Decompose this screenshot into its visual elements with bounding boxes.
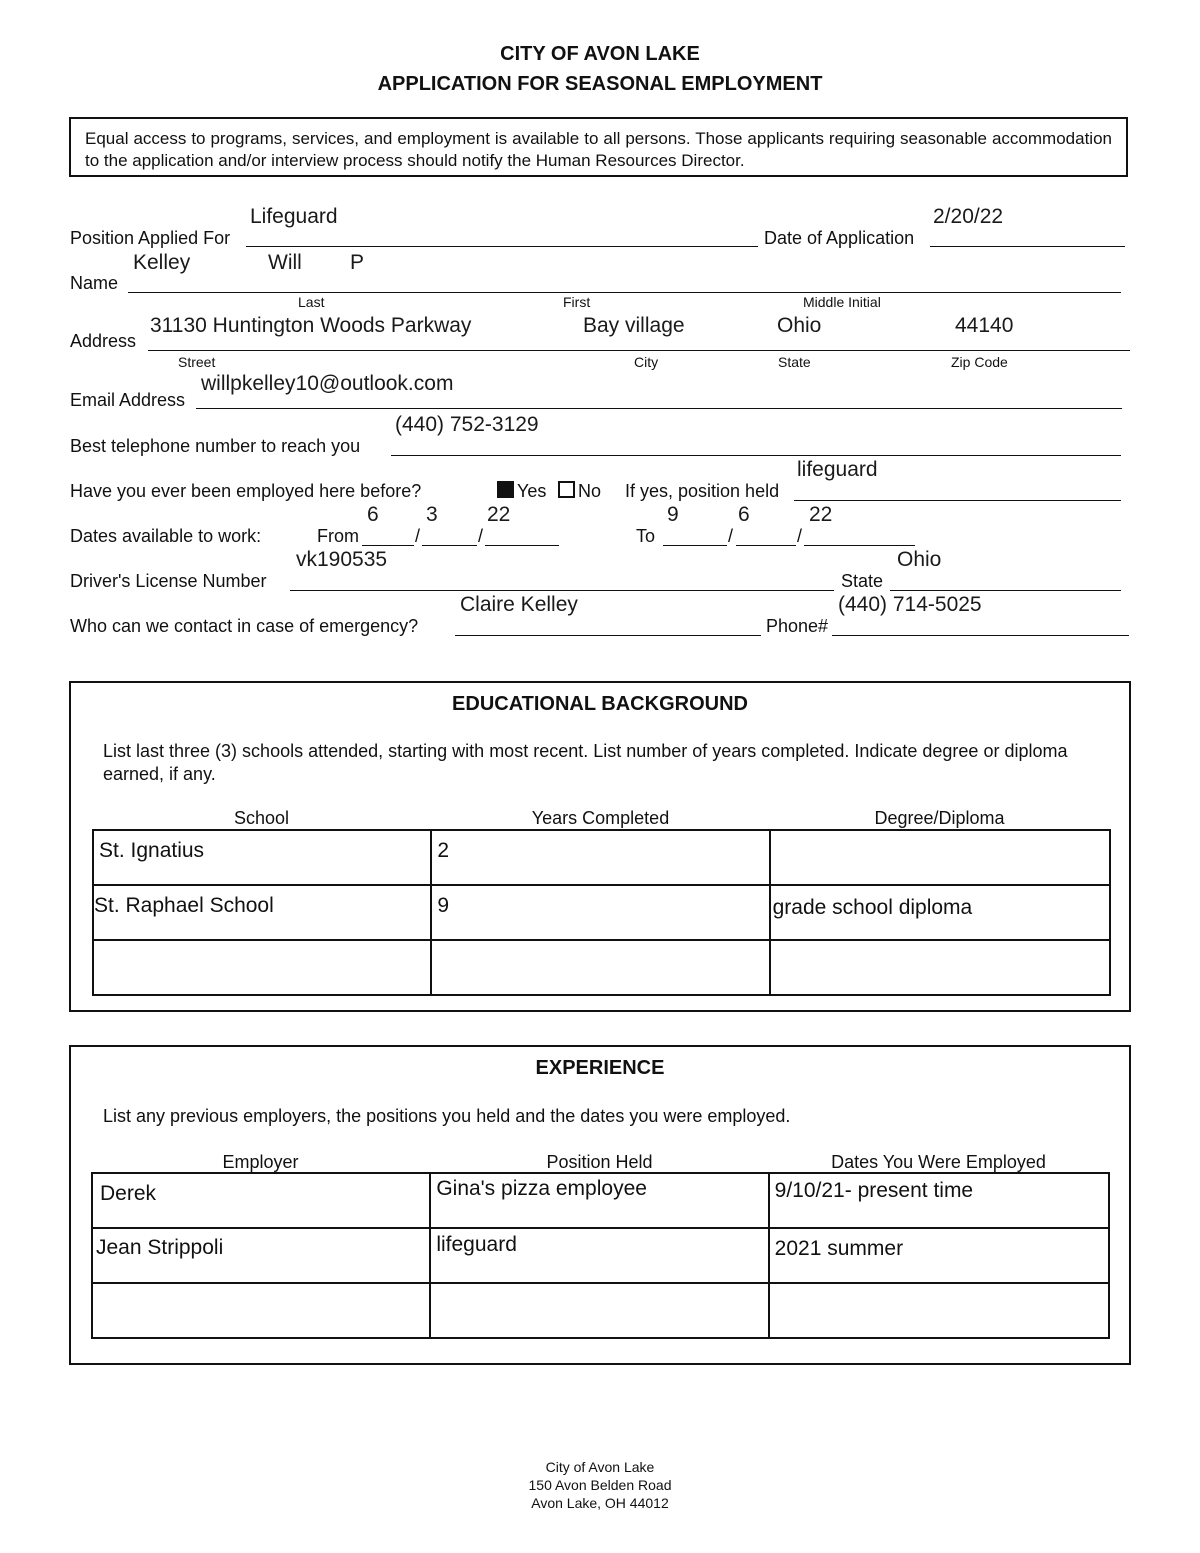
email-line [196,408,1122,409]
to-month-value[interactable]: 9 [667,503,679,526]
zip-sublabel: Zip Code [951,354,1008,370]
position-held-label: If yes, position held [625,481,780,501]
middle-sublabel: Middle Initial [803,294,881,310]
license-label: Driver's License Number [70,571,267,591]
no-label: No [578,481,602,501]
employed-before-label: Have you ever been employed here before? [70,481,422,501]
phone-line [391,455,1121,456]
years-cell[interactable]: 9 [431,885,769,940]
position-cell[interactable]: lifeguard [430,1228,768,1283]
education-title: EDUCATIONAL BACKGROUND [452,693,748,715]
education-table [92,829,1111,996]
yes-label: Yes [517,481,547,501]
position-line [246,246,758,247]
experience-table [91,1172,1110,1339]
to-label: To [636,526,656,546]
from-label: From [317,526,359,546]
from-year-value[interactable]: 22 [487,503,511,526]
name-line [128,292,1121,293]
emergency-phone-value[interactable]: (440) 714-5025 [838,593,982,616]
emergency-name-value[interactable]: Claire Kelley [460,593,578,616]
street-value[interactable]: 31130 Huntington Woods Parkway [150,314,472,337]
zip-value[interactable]: 44140 [955,314,1014,337]
to-year-line [804,545,915,546]
emergency-phone-label: Phone# [766,616,829,636]
school-cell[interactable]: St. Raphael School [93,885,431,940]
years-cell[interactable]: 2 [431,830,769,885]
emergency-name-line [455,635,761,636]
footer-city-state-zip: Avon Lake, OH 44012 [531,1495,669,1511]
years-cell[interactable] [431,940,769,995]
experience-instructions: List any previous employers, the positions you held and the dates you were employed. [103,1106,791,1126]
dates-cell[interactable] [769,1283,1109,1338]
experience-title: EXPERIENCE [535,1057,665,1079]
table-row [93,885,1110,940]
from-month-value[interactable]: 6 [367,503,379,526]
employer-cell[interactable]: Jean Strippoli [92,1228,430,1283]
from-month-line [362,545,414,546]
no-checkbox[interactable] [558,481,575,498]
dates-cell[interactable]: 2021 summer [769,1228,1109,1283]
city-value[interactable]: Bay village [583,314,685,337]
license-value[interactable]: vk190535 [296,548,388,571]
date-label: Date of Application [764,228,915,248]
last-sublabel: Last [298,294,325,310]
address-label: Address [70,331,137,351]
position-held-header: Position Held [546,1152,653,1172]
address-line [148,350,1130,351]
degree-header: Degree/Diploma [874,808,1005,828]
footer-city: City of Avon Lake [545,1459,655,1475]
license-state-label: State [841,571,884,591]
license-line [290,590,834,591]
degree-cell[interactable]: grade school diploma [770,885,1110,940]
first-sublabel: First [563,294,591,310]
degree-cell[interactable] [770,940,1110,995]
phone-label: Best telephone number to reach you [70,436,361,456]
to-slash-2: / [797,526,803,546]
table-row [92,1228,1109,1283]
education-section [69,681,1131,1012]
last-name-value[interactable]: Kelley [133,251,191,274]
degree-cell[interactable] [770,830,1110,885]
dates-available-label: Dates available to work: [70,526,262,546]
from-day-value[interactable]: 3 [426,503,438,526]
table-row [92,1283,1109,1338]
footer-street: 150 Avon Belden Road [528,1477,672,1493]
school-cell[interactable] [93,940,431,995]
position-value[interactable]: Lifeguard [250,205,338,228]
employer-cell[interactable]: Derek [92,1173,430,1228]
table-row [93,940,1110,995]
yes-checkbox[interactable] [497,481,514,498]
position-held-line [794,500,1121,501]
emergency-phone-line [832,635,1129,636]
from-slash-1: / [415,526,421,546]
school-cell[interactable]: St. Ignatius [93,830,431,885]
employer-header: Employer [222,1152,299,1172]
to-day-value[interactable]: 6 [738,503,750,526]
from-year-line [485,545,559,546]
employer-cell[interactable] [92,1283,430,1338]
city-sublabel: City [634,354,659,370]
table-row [92,1173,1109,1228]
license-state-value[interactable]: Ohio [897,548,942,571]
state-sublabel: State [778,354,811,370]
phone-value[interactable]: (440) 752-3129 [395,413,539,436]
table-row [93,830,1110,885]
equal-access-notice: Equal access to programs, services, and employment is available to all persons. Those applicants requiring seasonable accommodation to the application and/or interview process should notify the Human Resources Director. [69,117,1128,177]
from-slash-2: / [478,526,484,546]
date-line [930,246,1125,247]
education-instructions: List last three (3) schools attended, starting with most recent. List number of years completed. Indicate degree or diploma earned, if any. [103,741,1068,784]
to-month-line [663,545,727,546]
experience-section [69,1045,1131,1365]
emergency-label: Who can we contact in case of emergency? [70,616,419,636]
license-state-line [890,590,1121,591]
to-day-line [736,545,796,546]
email-value[interactable]: willpkelley10@outlook.com [201,372,454,395]
from-day-line [422,545,477,546]
dates-employed-header: Dates You Were Employed [831,1152,1046,1172]
position-label: Position Applied For [70,228,231,248]
state-value[interactable]: Ohio [777,314,822,337]
position-held-value[interactable]: lifeguard [797,458,878,481]
street-sublabel: Street [178,354,216,370]
dates-cell[interactable]: 9/10/21- present time [769,1173,1109,1228]
position-cell[interactable]: Gina's pizza employee [430,1173,768,1228]
date-value[interactable]: 2/20/22 [933,205,1004,228]
name-label: Name [70,273,119,293]
email-label: Email Address [70,390,186,410]
school-header: School [233,808,290,828]
to-year-value[interactable]: 22 [809,503,833,526]
years-header: Years Completed [531,808,670,828]
position-cell[interactable] [430,1283,768,1338]
city-heading: CITY OF AVON LAKE [500,43,700,65]
first-name-value[interactable]: Will [268,251,302,274]
middle-initial-value[interactable]: P [350,251,365,274]
form-title: APPLICATION FOR SEASONAL EMPLOYMENT [377,73,823,95]
to-slash-1: / [728,526,734,546]
